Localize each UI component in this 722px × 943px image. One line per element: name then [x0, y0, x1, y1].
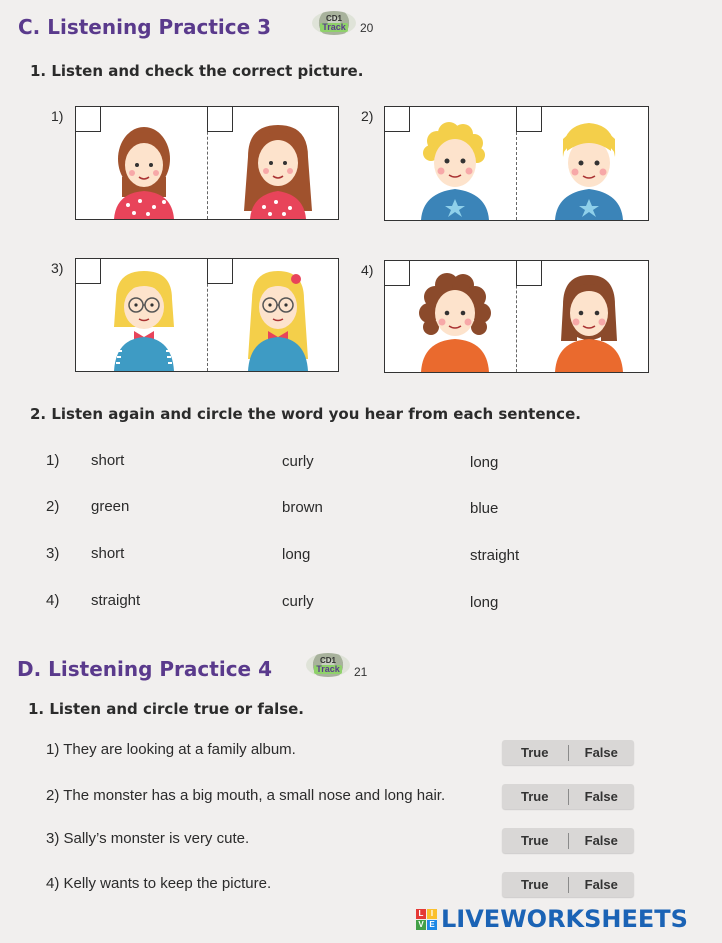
- true-false-selector: [502, 740, 634, 765]
- section-c-instruction-2: 2. Listen again and circle the word you hear from each sentence.: [30, 405, 581, 423]
- true-option[interactable]: True: [521, 789, 549, 804]
- cd-label: CD1: [325, 13, 342, 23]
- word-option[interactable]: short: [91, 452, 125, 469]
- logo-icon: [416, 909, 437, 930]
- word-option[interactable]: long: [282, 546, 311, 563]
- word-option[interactable]: straight: [91, 592, 141, 609]
- false-option[interactable]: False: [584, 745, 618, 760]
- word-row-number: 4): [46, 592, 60, 609]
- word-option[interactable]: curly: [282, 593, 314, 610]
- checkbox[interactable]: [516, 106, 542, 132]
- section-c-title: C. Listening Practice 3: [18, 15, 272, 39]
- true-option[interactable]: True: [521, 877, 549, 892]
- track-label: Track: [316, 663, 340, 674]
- picture-option-a: [76, 107, 207, 219]
- cd-icon: [312, 11, 356, 35]
- checkbox[interactable]: [384, 260, 410, 286]
- checkbox[interactable]: [516, 260, 542, 286]
- track-number: 20: [360, 21, 374, 35]
- picture-item-4: [384, 260, 649, 373]
- true-option[interactable]: True: [521, 833, 549, 848]
- section-d-title: D. Listening Practice 4: [17, 657, 272, 681]
- picture-item-number: 4): [361, 262, 374, 278]
- logo-letter: E: [427, 920, 437, 930]
- checkbox[interactable]: [207, 106, 233, 132]
- checkbox[interactable]: [207, 258, 233, 284]
- cd-label: CD1: [319, 655, 336, 665]
- picture-option-b: [516, 107, 648, 220]
- word-option[interactable]: short: [91, 545, 125, 562]
- picture-item-2: [384, 106, 649, 221]
- logo-letter: I: [427, 909, 437, 919]
- checkbox[interactable]: [75, 258, 101, 284]
- word-row-number: 2): [46, 498, 60, 515]
- picture-item-number: 3): [51, 260, 64, 276]
- statement-text: 1) They are looking at a family album.: [46, 741, 296, 758]
- word-option[interactable]: curly: [282, 453, 314, 470]
- true-option[interactable]: True: [521, 745, 549, 760]
- checkbox[interactable]: [384, 106, 410, 132]
- true-false-selector: [502, 784, 634, 809]
- word-option[interactable]: blue: [470, 500, 499, 517]
- word-row-number: 1): [46, 452, 60, 469]
- word-row-number: 3): [46, 545, 60, 562]
- picture-item-3: [75, 258, 339, 372]
- picture-item-number: 1): [51, 108, 64, 124]
- picture-option-a: [385, 107, 516, 220]
- picture-option-a: [385, 261, 516, 372]
- false-option[interactable]: False: [584, 789, 618, 804]
- picture-item-number: 2): [361, 108, 374, 124]
- track-number: 21: [354, 665, 368, 679]
- statement-text: 4) Kelly wants to keep the picture.: [46, 875, 272, 892]
- logo-letter: V: [416, 920, 426, 930]
- liveworksheets-logo: [416, 905, 688, 933]
- statement-text: 3) Sally’s monster is very cute.: [46, 830, 250, 847]
- statement-text: 2) The monster has a big mouth, a small nose and long hair.: [46, 787, 446, 804]
- section-c-instruction-1: 1. Listen and check the correct picture.: [30, 62, 364, 80]
- word-option[interactable]: green: [91, 498, 130, 515]
- section-d-cd-badge: [306, 651, 367, 679]
- picture-item-1: [75, 106, 339, 220]
- logo-text: LIVEWORKSHEETS: [441, 905, 688, 933]
- picture-option-b: [516, 261, 648, 372]
- cd-icon: [306, 653, 350, 677]
- false-option[interactable]: False: [584, 877, 618, 892]
- picture-option-b: [207, 259, 339, 371]
- word-option[interactable]: brown: [282, 499, 323, 516]
- true-false-selector: [502, 872, 634, 897]
- section-c-cd-badge: [312, 11, 373, 35]
- picture-option-b: [207, 107, 339, 219]
- picture-option-a: [76, 259, 207, 371]
- track-label: Track: [322, 21, 346, 32]
- word-option[interactable]: long: [470, 454, 499, 471]
- section-d-instruction-1: 1. Listen and circle true or false.: [28, 700, 305, 718]
- word-option[interactable]: long: [470, 594, 499, 611]
- word-option[interactable]: straight: [470, 547, 520, 564]
- true-false-selector: [502, 828, 634, 853]
- logo-letter: L: [416, 909, 426, 919]
- false-option[interactable]: False: [584, 833, 618, 848]
- checkbox[interactable]: [75, 106, 101, 132]
